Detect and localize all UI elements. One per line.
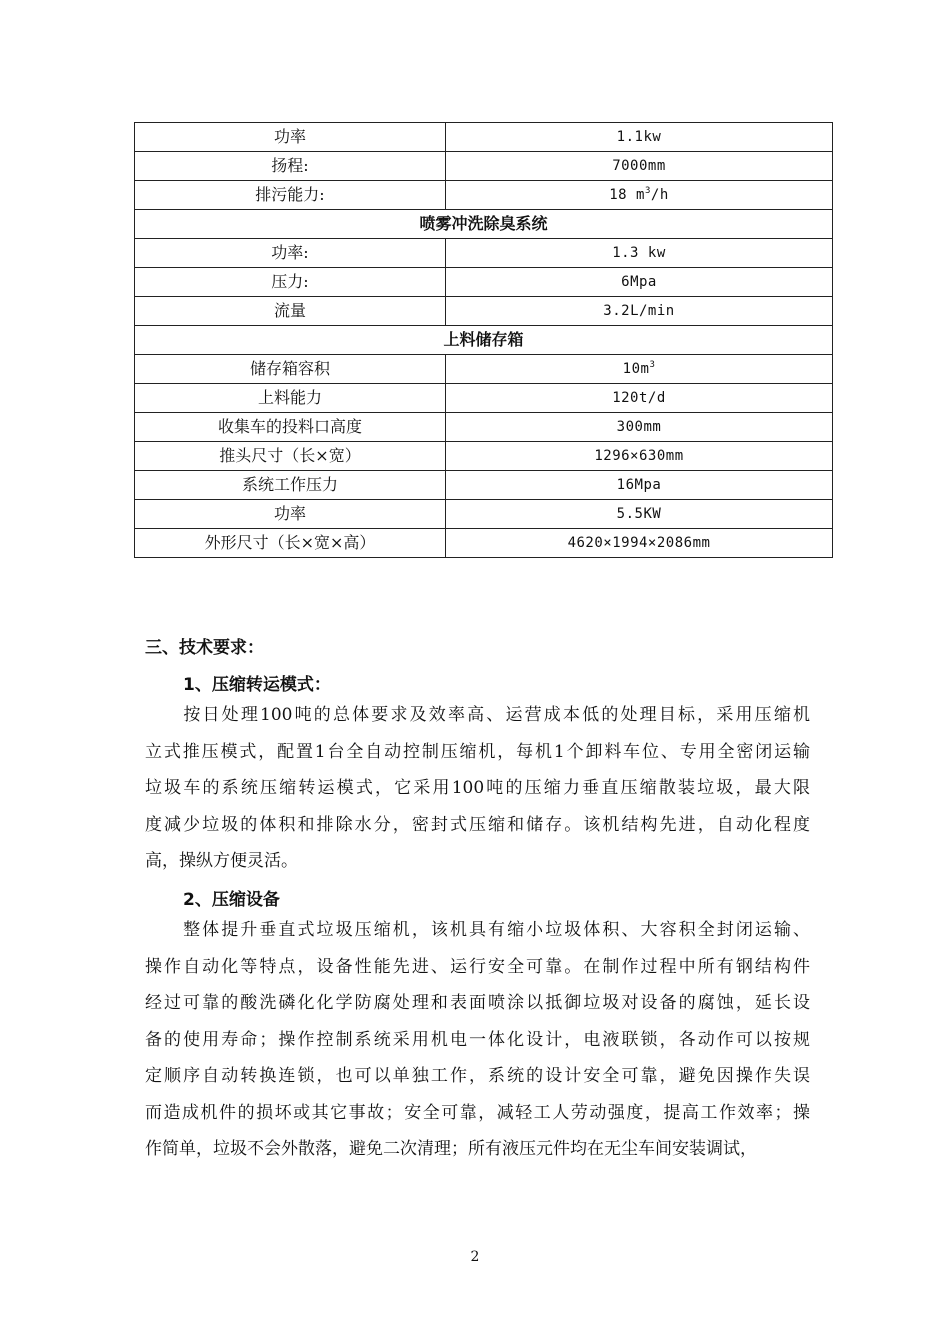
table-cell-value: 5.5KW: [446, 500, 833, 529]
paragraph-line: 而造成机件的损坏或其它事故；安全可靠，减轻工人劳动强度，提高工作效率；操: [145, 1102, 810, 1123]
table-row: [135, 529, 833, 558]
table-row: [135, 123, 833, 152]
paragraph-line: 整体提升垂直式垃圾压缩机，该机具有缩小垃圾体积、大容积全封闭运输、: [145, 920, 810, 940]
paragraph-line: 备的使用寿命；操作控制系统采用机电一体化设计，电液联锁，各动作可以按规: [145, 1029, 810, 1050]
table-cell-label: 排污能力:: [135, 181, 446, 210]
table-cell-label: 储存箱容积: [135, 355, 446, 384]
page-number: 2: [470, 1249, 480, 1265]
paragraph-line: 垃圾车的系统压缩转运模式，它采用100吨的压缩力垂直压缩散装垃圾，最大限: [145, 778, 810, 798]
paragraph-line: 按日处理100吨的总体要求及效率高、运营成本低的处理目标，采用压缩机: [145, 705, 810, 725]
table-cell-label: 压力:: [135, 268, 446, 297]
table-cell-label: 系统工作压力: [135, 471, 446, 500]
table-row: [135, 442, 833, 471]
table-cell-value: 16Mpa: [446, 471, 833, 500]
subsection-heading-1: 1、压缩转运模式：: [183, 675, 331, 695]
section-heading: 三、技术要求：: [145, 638, 264, 658]
paragraph-line: 高，操纵方便灵活。: [145, 851, 298, 871]
table-row: [135, 384, 833, 413]
table-row: [135, 413, 833, 442]
table-row: [135, 181, 833, 210]
table-row: [135, 268, 833, 297]
table-cell-value: 4620×1994×2086mm: [446, 529, 833, 558]
table-cell-value: 120t/d: [446, 384, 833, 413]
table-cell-label: 外形尺寸（长×宽×高）: [135, 529, 446, 558]
table-cell-value: 7000mm: [446, 152, 833, 181]
table-row: [135, 355, 833, 384]
table-cell-value: 6Mpa: [446, 268, 833, 297]
table-section-title: 上料储存箱: [135, 326, 833, 355]
table-cell-label: 收集车的投料口高度: [135, 413, 446, 442]
superscript: 3: [649, 360, 656, 370]
paragraph-line: 度减少垃圾的体积和排除水分，密封式压缩和储存。该机结构先进，自动化程度: [145, 814, 810, 835]
table-cell-label: 上料能力: [135, 384, 446, 413]
superscript: 3: [644, 186, 651, 196]
paragraph-compression-mode: [145, 697, 810, 880]
table-cell-value: 1.3 kw: [446, 239, 833, 268]
table-cell-value: 3.2L/min: [446, 297, 833, 326]
table-row: [135, 239, 833, 268]
table-cell-label: 功率: [135, 500, 446, 529]
table-row: [135, 500, 833, 529]
table-section-row: [135, 210, 833, 239]
table-row: [135, 297, 833, 326]
table-row: [135, 471, 833, 500]
table-section-row: [135, 326, 833, 355]
table-cell-value: 1.1kw: [446, 123, 833, 152]
subsection-heading-2: 2、压缩设备: [183, 890, 280, 910]
table-cell-label: 推头尺寸（长×宽）: [135, 442, 446, 471]
table-cell-value: 1296×630mm: [446, 442, 833, 471]
paragraph-line: 操作自动化等特点，设备性能先进、运行安全可靠。在制作过程中所有钢结构件: [145, 956, 810, 977]
paragraph-line: 作简单，垃圾不会外散落，避免二次清理；所有液压元件均在无尘车间安装调试，: [145, 1139, 757, 1159]
paragraph-line: 立式推压模式，配置1台全自动控制压缩机，每机1个卸料车位、专用全密闭运输: [145, 741, 810, 762]
table-cell-label: 功率: [135, 123, 446, 152]
table-cell-value: 300mm: [446, 413, 833, 442]
paragraph-compression-equipment: [145, 912, 810, 1168]
table-cell-label: 功率:: [135, 239, 446, 268]
paragraph-line: 定顺序自动转换连锁，也可以单独工作，系统的设计安全可靠，避免因操作失误: [145, 1066, 810, 1086]
table-row: [135, 152, 833, 181]
table-section-title: 喷雾冲洗除臭系统: [135, 210, 833, 239]
table-cell-value: $10m^3$: [446, 355, 833, 384]
table-cell-value: 18 $m^3/h$: [446, 181, 833, 210]
table-cell-label: 扬程:: [135, 152, 446, 181]
paragraph-line: 经过可靠的酸洗磷化化学防腐处理和表面喷涂以抵御垃圾对设备的腐蚀，延长设: [145, 993, 810, 1013]
spec-table-body: [135, 123, 833, 558]
table-cell-label: 流量: [135, 297, 446, 326]
spec-table: [134, 122, 833, 558]
